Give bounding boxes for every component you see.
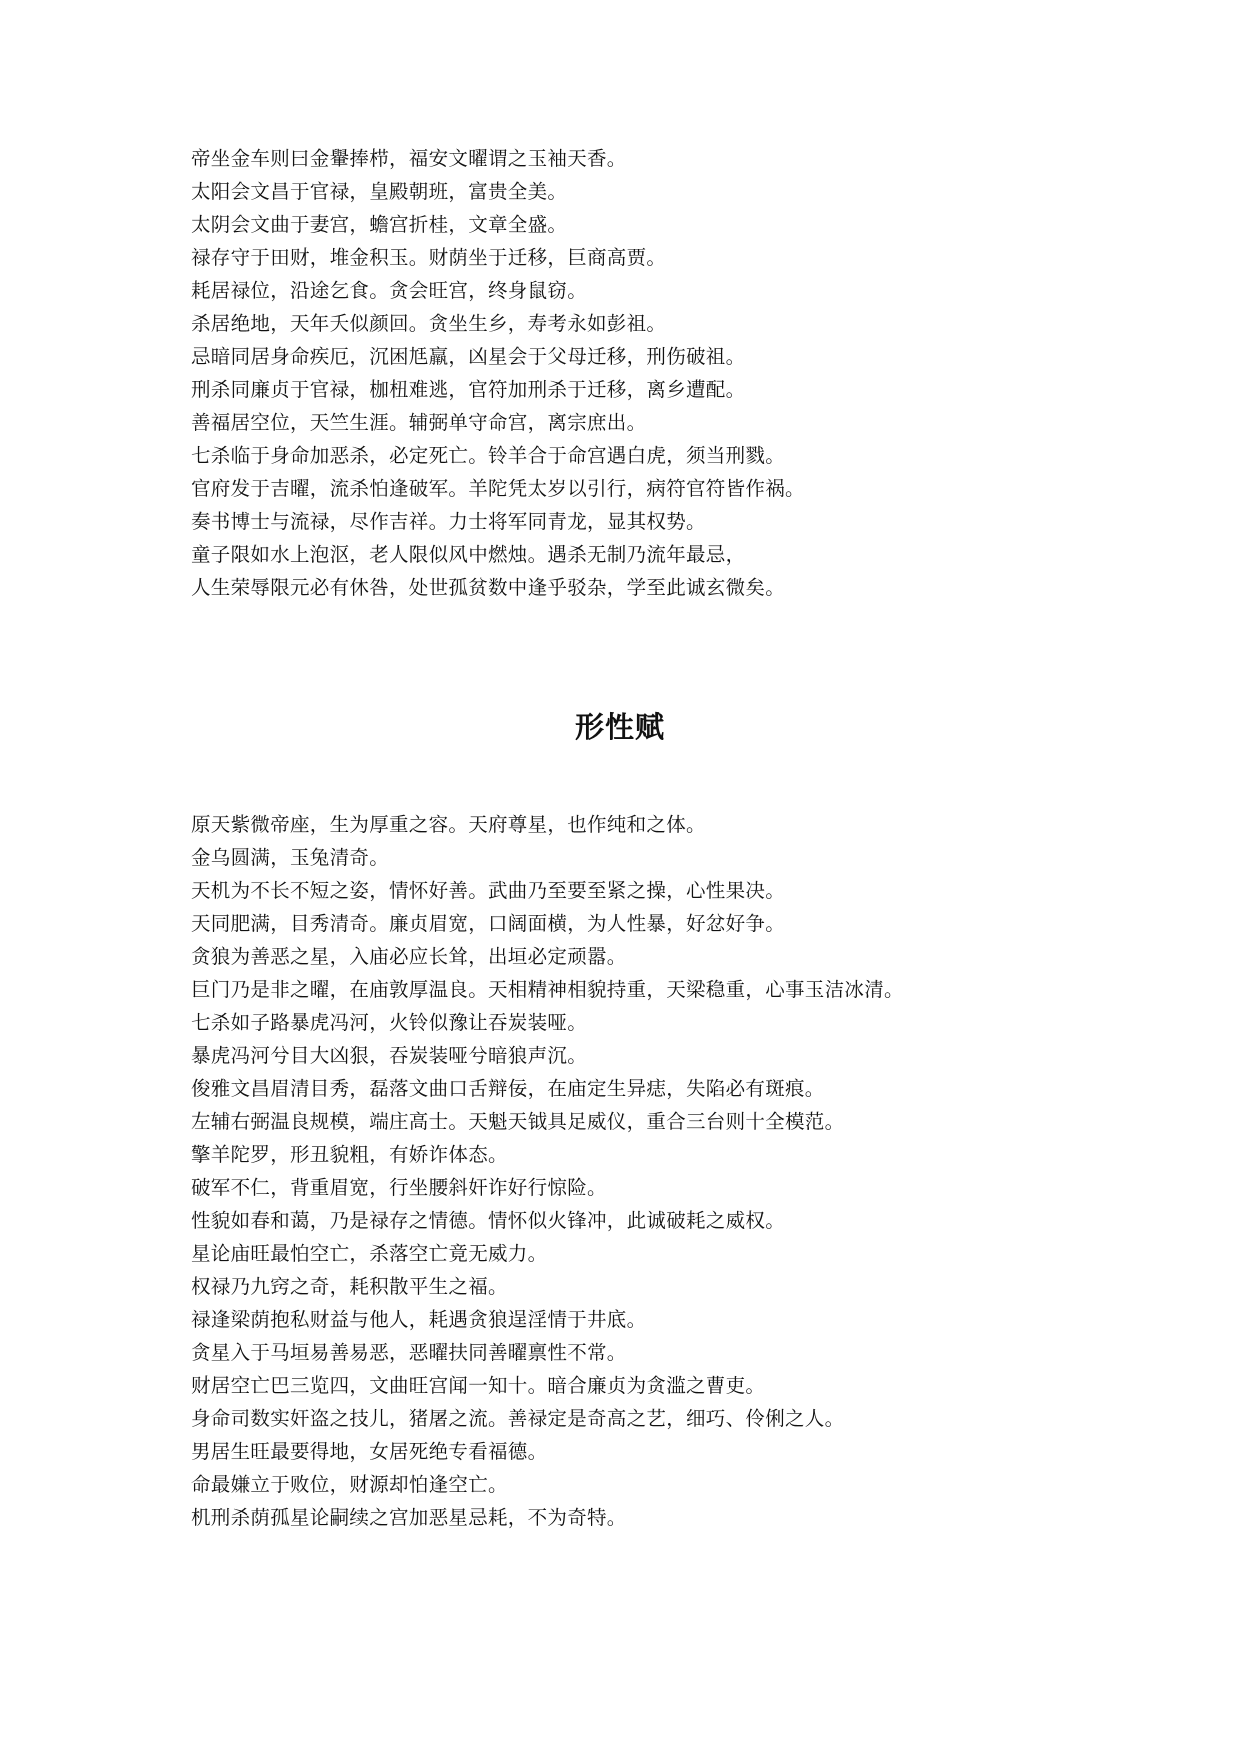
text-line: 官府发于吉曜，流杀怕逢破军。羊陀凭太岁以引行，病符官符皆作祸。 — [191, 477, 805, 500]
bottom-passage — [191, 808, 1191, 1534]
text-line: 善福居空位，天竺生涯。辅弼单守命宫，离宗庶出。 — [191, 411, 647, 434]
text-line: 刑杀同廉贞于官禄，枷杻难逃，官符加刑杀于迁移，离乡遭配。 — [191, 378, 746, 401]
text-line: 禄存守于田财，堆金积玉。财荫坐于迁移，巨商高贾。 — [191, 246, 667, 269]
text-line: 天机为不长不短之姿，情怀好善。武曲乃至要至紧之操，心性果决。 — [191, 879, 786, 902]
text-line: 童子限如水上泡沤，老人限似风中燃烛。遇杀无制乃流年最忌， — [191, 543, 746, 566]
text-line: 忌暗同居身命疾厄，沉困尪羸，凶星会于父母迁移，刑伤破祖。 — [191, 345, 746, 368]
text-line: 财居空亡巴三览四，文曲旺宫闻一知十。暗合廉贞为贪滥之曹吏。 — [191, 1374, 766, 1397]
text-line: 暴虎冯河兮目大凶狠，吞炭装哑兮暗狼声沉。 — [191, 1044, 588, 1067]
top-passage — [191, 142, 1191, 604]
text-line: 太阴会文曲于妻宫，蟾宫折桂，文章全盛。 — [191, 213, 568, 236]
text-line: 贪星入于马垣易善易恶，恶曜扶同善曜禀性不常。 — [191, 1341, 627, 1364]
text-line: 贪狼为善恶之星，入庙必应长耸，出垣必定顽嚣。 — [191, 945, 627, 968]
text-line: 七杀如子路暴虎冯河，火铃似豫让吞炭装哑。 — [191, 1011, 588, 1034]
text-line: 太阳会文昌于官禄，皇殿朝班，富贵全美。 — [191, 180, 568, 203]
text-line: 命最嫌立于败位，财源却怕逢空亡。 — [191, 1473, 508, 1496]
text-line: 男居生旺最要得地，女居死绝专看福德。 — [191, 1440, 548, 1463]
text-line: 天同肥满，目秀清奇。廉贞眉宽，口阔面横，为人性暴，好忿好争。 — [191, 912, 786, 935]
text-line: 帝坐金车则曰金轝捧栉，福安文曜谓之玉袖天香。 — [191, 147, 627, 170]
section-title: 形性赋 — [574, 710, 665, 744]
text-line: 耗居禄位，沿途乞食。贪会旺宫，终身鼠窃。 — [191, 279, 588, 302]
text-line: 七杀临于身命加恶杀，必定死亡。铃羊合于命宫遇白虎，须当刑戮。 — [191, 444, 786, 467]
text-line: 身命司数实奸盗之技儿，猪屠之流。善禄定是奇高之艺，细巧、伶俐之人。 — [191, 1407, 845, 1430]
text-line: 巨门乃是非之曜，在庙敦厚温良。天相精神相貌持重，天梁稳重，心事玉洁冰清。 — [191, 978, 904, 1001]
text-line: 擎羊陀罗，形丑貌粗，有娇诈体态。 — [191, 1143, 508, 1166]
text-line: 权禄乃九窍之奇，耗积散平生之福。 — [191, 1275, 508, 1298]
text-line: 金乌圆满，玉兔清奇。 — [191, 846, 390, 869]
text-line: 破军不仁，背重眉宽，行坐腰斜奸诈好行惊险。 — [191, 1176, 607, 1199]
text-line: 俊雅文昌眉清目秀，磊落文曲口舌辩佞，在庙定生异痣，失陷必有斑痕。 — [191, 1077, 825, 1100]
text-line: 左辅右弼温良规模，端庄高士。天魁天钺具足威仪，重合三台则十全模范。 — [191, 1110, 845, 1133]
text-line: 性貌如春和蔼，乃是禄存之情德。情怀似火锋冲，此诚破耗之威权。 — [191, 1209, 786, 1232]
text-line: 奏书博士与流禄，尽作吉祥。力士将军同青龙，显其权势。 — [191, 510, 706, 533]
text-line: 人生荣辱限元必有休咎，处世孤贫数中逢乎驳杂，学至此诚玄微矣。 — [191, 576, 786, 599]
text-line: 星论庙旺最怕空亡，杀落空亡竟无威力。 — [191, 1242, 548, 1265]
text-line: 禄逢梁荫抱私财益与他人，耗遇贪狼逞淫情于井底。 — [191, 1308, 647, 1331]
text-line: 原天紫微帝座，生为厚重之容。天府尊星，也作纯和之体。 — [191, 813, 706, 836]
text-line: 机刑杀荫孤星论嗣续之宫加恶星忌耗，不为奇特。 — [191, 1506, 627, 1529]
text-line: 杀居绝地，天年夭似颜回。贪坐生乡，寿考永如彭祖。 — [191, 312, 667, 335]
